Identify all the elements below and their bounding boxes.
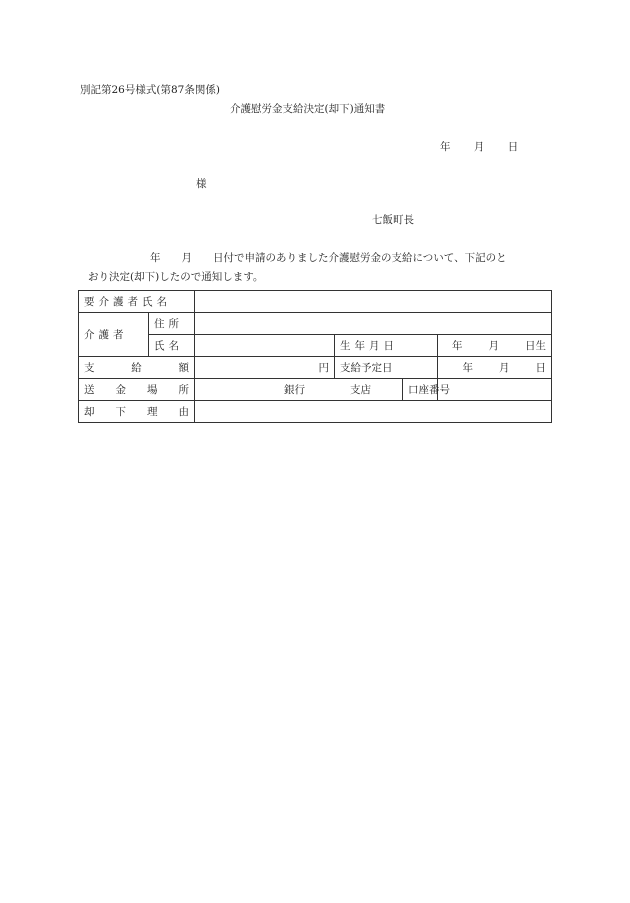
birth-month-label: 月 — [488, 340, 499, 352]
table-row — [79, 357, 552, 379]
caregiver-name-field[interactable] — [195, 335, 335, 357]
rejection-label-char: 却 — [84, 406, 95, 418]
account-number-label: 口座番号 — [403, 379, 438, 401]
body-text-line-1: 年 月 日付で申請のありました介護慰労金の支給について、下記のと — [150, 252, 507, 264]
table-row — [79, 291, 552, 313]
remittance-label — [79, 379, 195, 401]
table-row — [79, 379, 552, 401]
remittance-label-char: 金 — [115, 384, 126, 396]
rejection-reason-label — [79, 401, 195, 423]
rejection-reason-field[interactable] — [195, 401, 552, 423]
date-year-label: 年 — [440, 141, 451, 153]
rejection-label-char: 下 — [115, 406, 126, 418]
table-row — [79, 335, 552, 357]
remittance-label-char: 場 — [147, 384, 158, 396]
birthdate-label: 生年月日 — [335, 335, 438, 357]
table-row — [79, 313, 552, 335]
payment-day-label: 日 — [535, 362, 546, 374]
account-number-field[interactable] — [438, 379, 552, 401]
decision-form-table — [78, 290, 552, 423]
amount-label-char: 額 — [178, 362, 189, 374]
date-day-label: 日 — [507, 141, 519, 153]
body-text-line-2: おり決定(却下)したので通知します。 — [88, 271, 264, 283]
address-field[interactable] — [195, 313, 552, 335]
date-month-label: 月 — [473, 141, 485, 153]
addressee-suffix: 様 — [196, 178, 207, 190]
rejection-label-char: 理 — [147, 406, 158, 418]
requester-name-label: 要介護者氏名 — [79, 291, 195, 313]
address-label: 住所 — [149, 313, 195, 335]
amount-field[interactable] — [195, 357, 335, 379]
payment-year-label: 年 — [462, 362, 473, 374]
branch-label: 支店 — [350, 384, 371, 396]
issuer-name: 七飯町長 — [372, 214, 414, 226]
bank-branch-field[interactable] — [195, 379, 403, 401]
birthdate-field[interactable] — [438, 335, 552, 357]
form-number-label: 別記第26号様式(第87条関係) — [80, 84, 220, 96]
amount-label — [79, 357, 195, 379]
remittance-label-char: 所 — [178, 384, 189, 396]
payment-month-label: 月 — [499, 362, 510, 374]
caregiver-name-label: 氏名 — [149, 335, 195, 357]
caregiver-label: 介護者 — [79, 313, 149, 357]
payment-date-field[interactable] — [438, 357, 552, 379]
amount-label-char: 給 — [131, 362, 142, 374]
payment-date-label: 支給予定日 — [335, 357, 438, 379]
yen-unit: 円 — [318, 362, 329, 374]
rejection-label-char: 由 — [178, 406, 189, 418]
amount-label-char: 支 — [84, 362, 95, 374]
table-row — [79, 401, 552, 423]
birth-year-label: 年 — [452, 340, 463, 352]
remittance-label-char: 送 — [84, 384, 95, 396]
birth-day-label: 日生 — [525, 340, 546, 352]
issue-date — [440, 139, 518, 154]
bank-label: 銀行 — [284, 384, 305, 396]
requester-name-field[interactable] — [195, 291, 552, 313]
document-title: 介護慰労金支給決定(却下)通知書 — [230, 103, 386, 115]
